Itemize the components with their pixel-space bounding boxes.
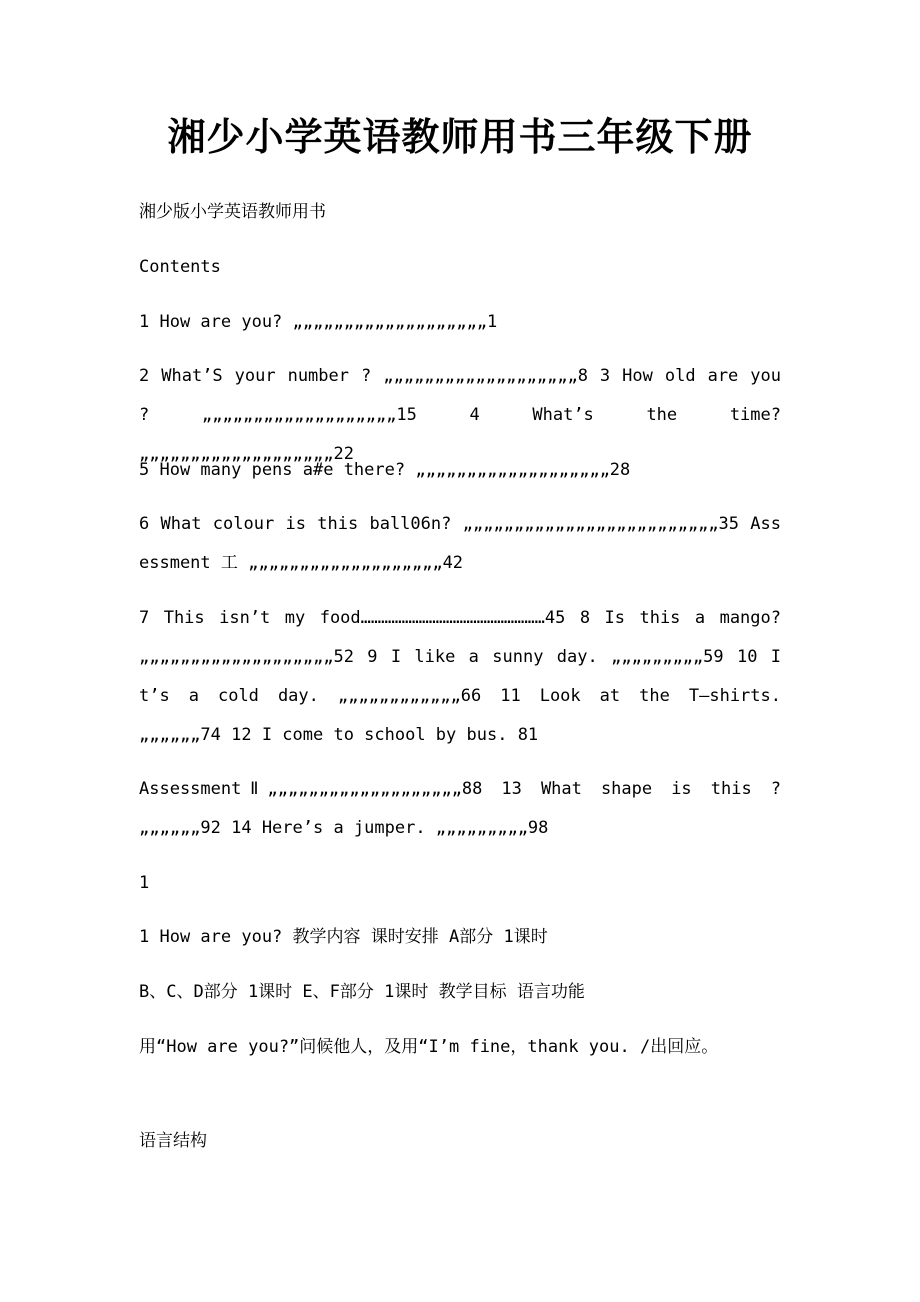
contents-entry: 5 How many pens a#e there? „„„„„„„„„„„„„„„„„„„28 — [139, 460, 631, 480]
page-number: 1 — [139, 873, 150, 893]
contents-entry: AssessmentⅡ„„„„„„„„„„„„„„„„„„„88 13 What shape is this ? „„„„„„92 14 Here’s a jumper. „„„„„„„„„98 — [139, 779, 781, 838]
language-structure-heading: 语言结构 — [139, 1131, 207, 1151]
document-title: 湘少小学英语教师用书三年级下册 — [167, 114, 753, 159]
contents-entry: 1 How are you? „„„„„„„„„„„„„„„„„„„1 — [139, 312, 498, 332]
language-function: 用“How are you?”问候他人，及用“I’m fine，thank you. /出回应。 — [139, 1037, 719, 1057]
contents-entry: 7 This isn’t my food………………………………………………45 8 Is this a mango? „„„„„„„„„„„„„„„„„„„52 9 I like a sunny day. „„„„„„„„„59 10 It’s a cold day. „„„„„„„„„„„„66 11 Look at the T—shirts. „„„„„„74 12 I come to school by bus. 81 — [139, 608, 781, 745]
contents-entry: 6 What colour is this ball06n? „„„„„„„„„„„„„„„„„„„„„„„„„35 Assessment 工 „„„„„„„„„„„„„„„„„„„42 — [139, 514, 781, 573]
lesson-schedule: B、C、D部分 1课时 E、F部分 1课时 教学目标 语言功能 — [139, 982, 585, 1002]
lesson-heading: 1 How are you? 教学内容 课时安排 A部分 1课时 — [139, 927, 548, 947]
contents-heading: Contents — [139, 257, 221, 277]
subtitle-line: 湘少版小学英语教师用书 — [139, 202, 326, 222]
contents-entry: 2 What’S your number ? „„„„„„„„„„„„„„„„„„„8 3 How old are you ? „„„„„„„„„„„„„„„„„„„15 4 What’s the time? „„„„„„„„„„„„„„„„„„„22 — [139, 366, 781, 464]
